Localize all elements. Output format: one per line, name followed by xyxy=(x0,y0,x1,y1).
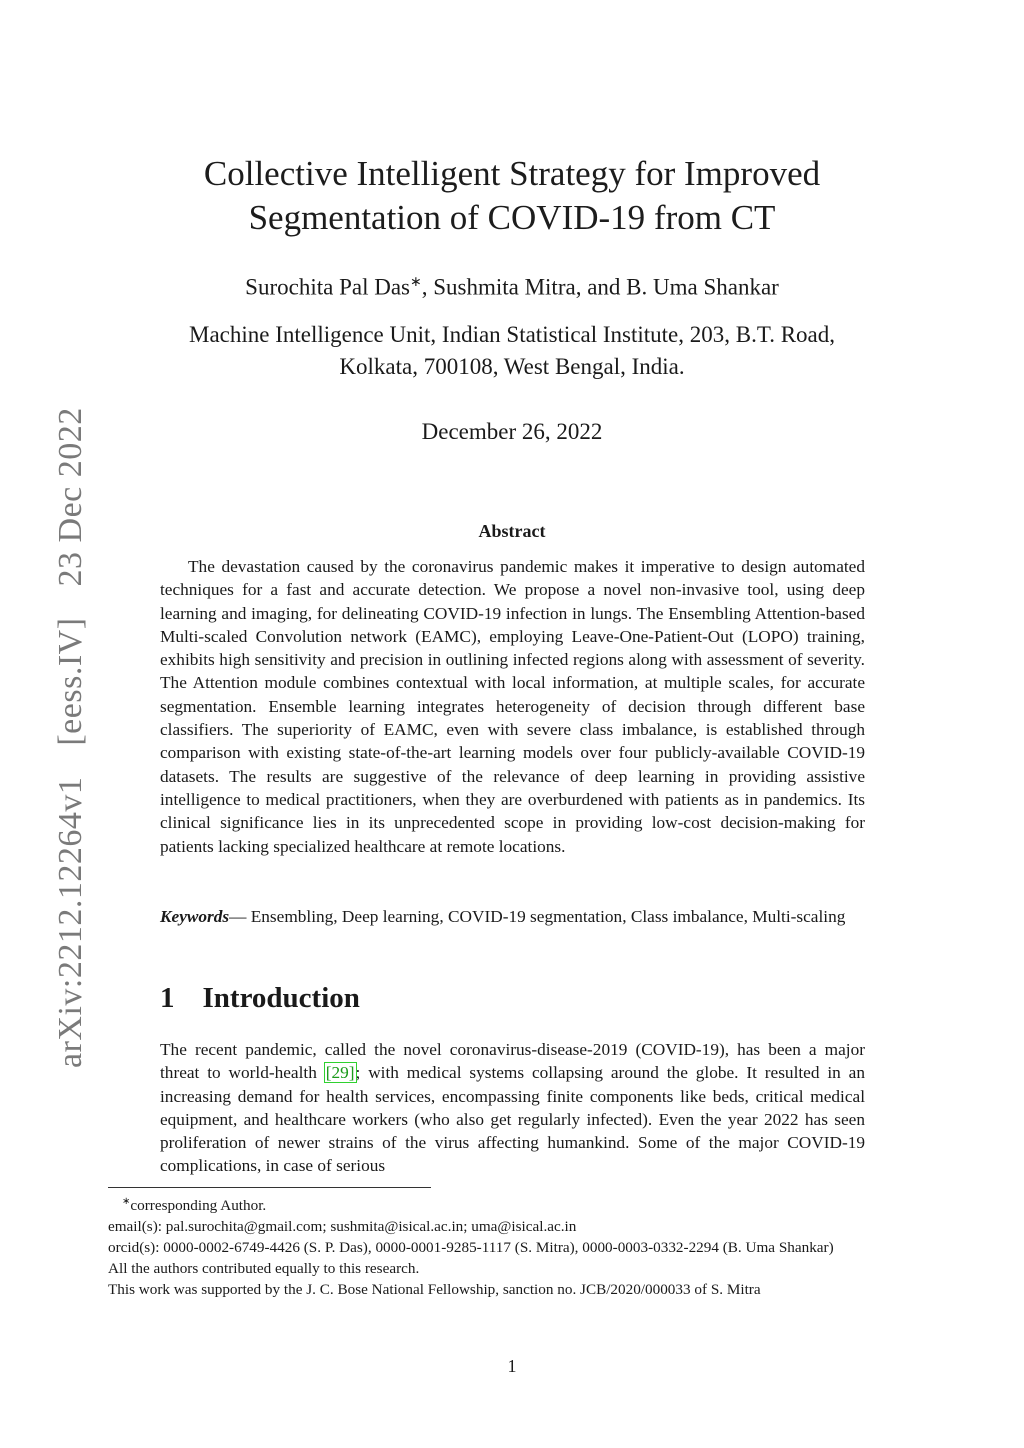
keywords-dash: — xyxy=(229,907,247,926)
arxiv-date: 23 Dec 2022 xyxy=(52,407,89,587)
footnotes xyxy=(108,1191,916,1300)
keywords xyxy=(160,905,865,928)
footnote-corresponding xyxy=(108,1191,916,1216)
footnote-corresponding-text: corresponding Author. xyxy=(130,1197,267,1215)
footnote-divider xyxy=(108,1187,431,1188)
authors-rest: , Sushmita Mitra, and B. Uma Shankar xyxy=(421,274,779,300)
affiliation-line-1: Machine Intelligence Unit, Indian Statistical Institute, 203, B.T. Road, xyxy=(189,322,835,347)
authors xyxy=(140,268,884,303)
footnote-mark: ∗ xyxy=(122,1196,131,1207)
author-first: Surochita Pal Das xyxy=(245,274,410,300)
keywords-text: Ensembling, Deep learning, COVID-19 segmentation, Class imbalance, Multi-scaling xyxy=(246,907,846,926)
corresponding-mark: ∗ xyxy=(409,275,422,290)
arxiv-id: arXiv:2212.12264v1 xyxy=(52,776,89,1068)
title-line-2: Segmentation of COVID-19 from CT xyxy=(248,198,776,237)
title-line-1: Collective Intelligent Strategy for Improved xyxy=(203,154,821,193)
intro-text-part-1: The recent pandemic, called the novel coronavirus-disease-2019 (COVID-19), has been a major threat to world-health xyxy=(160,1040,865,1083)
footnote-contribution: All the authors contributed equally to this research. xyxy=(108,1260,420,1278)
affiliation xyxy=(120,319,904,383)
section-number: 1 xyxy=(160,982,175,1014)
introduction-text xyxy=(160,1038,865,1178)
paper-date: December 26, 2022 xyxy=(421,419,603,444)
keywords-label: Keywords xyxy=(160,907,230,926)
footnote-orcid: orcid(s): 0000-0002-6749-4426 (S. P. Das), 0000-0001-9285-1117 (S. Mitra), 0000-0003-0332-2294 (B. Uma Shankar) xyxy=(108,1239,834,1257)
citation-link[interactable]: [29] xyxy=(325,1063,355,1083)
page-number: 1 xyxy=(507,1356,517,1376)
footnote-funding: This work was supported by the J. C. Bose National Fellowship, sanction no. JCB/2020/000033 of S. Mitra xyxy=(108,1281,761,1299)
arxiv-category: [eess.IV] xyxy=(52,617,89,746)
abstract-heading: Abstract xyxy=(478,521,546,541)
section-heading xyxy=(160,982,360,1015)
footnote-emails: email(s): pal.surochita@gmail.com; sushmita@isical.ac.in; uma@isical.ac.in xyxy=(108,1218,577,1236)
intro-text-part-2: ; with medical systems collapsing around the globe. It resulted in an increasing demand for health services, encompassing finite components like beds, critical medical equipment, and healthcare workers (who also get regularly infected). Even the year 2022 has seen proliferation of newer strains of the virus affecting humankind. Some of the major COVID-19 complications, in case of serious xyxy=(160,1063,865,1176)
section-title: Introduction xyxy=(202,982,360,1014)
abstract-text: The devastation caused by the coronavirus pandemic makes it imperative to design automated techniques for a fast and accurate detection. We propose a novel non-invasive tool, using deep learning and imaging, for delineating COVID-19 infection in lungs. The Ensembling Attention-based Multi-scaled Convolution network (EAMC), employing Leave-One-Patient-Out (LOPO) training, exhibits high sensitivity and precision in outlining infected regions along with assessment of severity. The Attention module combines contextual with local information, at multiple scales, for accurate segmentation. Ensemble learning integrates heterogeneity of decision through different base classifiers. The superiority of EAMC, even with severe class imbalance, is established through comparison with existing state-of-the-art learning models over four publicly-available COVID-19 datasets. The results are suggestive of the relevance of deep learning in providing assistive intelligence to medical practitioners, when they are overburdened with patients as in pandemics. Its clinical significance lies in its unprecedented scope in providing low-cost decision-making for patients lacking specialized healthcare at remote locations. xyxy=(160,557,865,856)
arxiv-stamp xyxy=(52,385,90,1068)
paper-title xyxy=(140,152,884,240)
affiliation-line-2: Kolkata, 700108, West Bengal, India. xyxy=(339,354,685,379)
